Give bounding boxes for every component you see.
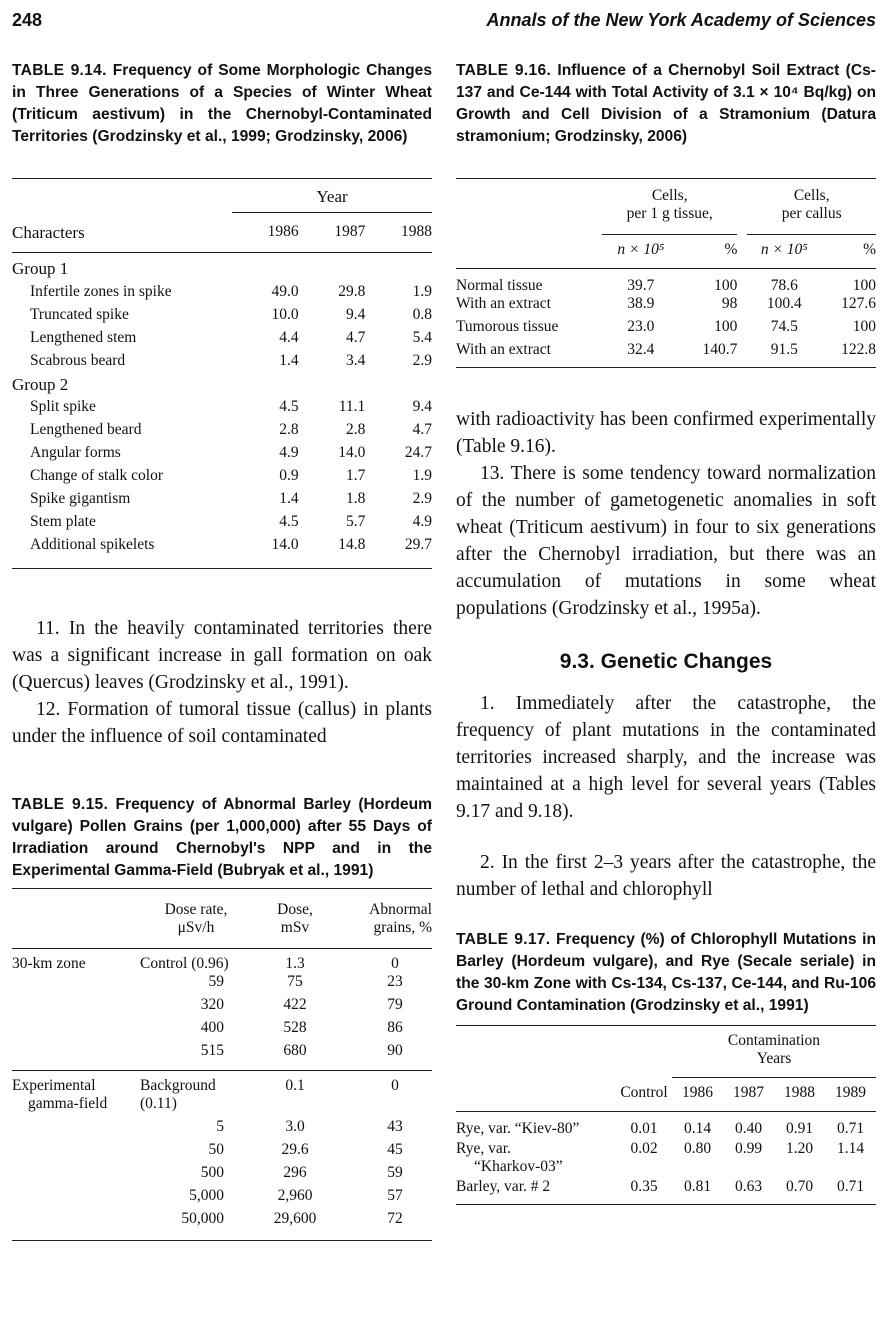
abnormal-cell: 59: [387, 1164, 403, 1181]
row-label: Angular forms: [30, 444, 121, 461]
row-label: Stem plate: [30, 513, 96, 530]
year-col: 1986: [672, 1078, 723, 1112]
value-cell: 32.4: [627, 341, 655, 358]
table-row: [12, 1019, 432, 1042]
dose-cell: 680: [283, 1042, 307, 1059]
dose-cell: 75: [287, 973, 303, 990]
dose-rate-unit: μSv/h: [177, 919, 215, 936]
year-col: 1987: [723, 1078, 774, 1112]
value-cell: 39.7: [627, 277, 655, 294]
paragraph: 2. In the first 2–3 years after the catastrophe, the number of lethal and chlorophyll: [456, 852, 876, 900]
dose-rate-cell: 320: [200, 996, 224, 1013]
cells-unit: per callus: [781, 205, 842, 222]
spacer-cell: [737, 269, 747, 296]
value-cell: 9.4: [345, 306, 366, 323]
table-row: [456, 1176, 876, 1205]
control-header: Control: [620, 1083, 668, 1101]
value-cell: 0.91: [785, 1120, 814, 1137]
table-row: [12, 973, 432, 996]
value-cell: 78.6: [770, 277, 798, 294]
group-label: [12, 1019, 140, 1042]
dose-rate-cell: 515: [200, 1042, 224, 1059]
table-row: [456, 1138, 876, 1176]
year-col: 1988: [365, 213, 432, 253]
caption-label: TABLE 9.14.: [12, 62, 107, 79]
value-cell: 140.7: [702, 341, 738, 358]
paragraph: 11. In the heavily contaminated territories there was a significant increase in gall formation on oak (Quercus) leaves (Grodzinsky et al., 1991).: [12, 618, 432, 693]
value-cell: 0.40: [734, 1120, 763, 1137]
abnormal-cell: 0: [391, 955, 399, 972]
value-cell: 29.8: [338, 283, 366, 300]
value-cell: 0.14: [683, 1120, 712, 1137]
group-label: 30-km zone: [12, 955, 86, 972]
abnormal-cell: 79: [387, 996, 403, 1013]
spacer-cell: [737, 318, 747, 341]
abnormal-cell: 45: [387, 1141, 403, 1158]
abnormal-cell: 86: [387, 1019, 403, 1036]
dose-rate-cell: Control (0.96): [140, 955, 229, 972]
table-row: [12, 444, 432, 467]
table-row: [456, 1112, 876, 1139]
table-row: [12, 536, 432, 569]
group-label: [12, 996, 140, 1019]
table-row: [12, 1187, 432, 1210]
section-heading: 9.3. Genetic Changes: [559, 650, 773, 673]
value-cell: 38.9: [627, 295, 655, 312]
value-cell: 100: [714, 277, 738, 294]
row-label: [456, 1176, 616, 1205]
background-label: Background: [140, 1077, 216, 1094]
row-label: Scabrous beard: [30, 352, 126, 369]
table-row: [12, 1042, 432, 1071]
group-label: [12, 1042, 140, 1071]
value-cell: 0.8: [412, 306, 432, 323]
row-label: Normal tissue: [456, 277, 543, 294]
n-header: n × 10⁵: [602, 235, 680, 269]
table-9-15: [12, 888, 432, 1241]
years-header: Years: [756, 1050, 792, 1067]
group-label: [12, 973, 140, 996]
table-row: [456, 269, 876, 296]
year-col: 1986: [232, 213, 299, 253]
value-cell: 100: [852, 318, 876, 335]
table-row: [12, 996, 432, 1019]
value-cell: 4.5: [279, 513, 299, 530]
value-cell: 0.80: [683, 1140, 712, 1157]
table-row: [12, 1210, 432, 1241]
value-cell: 0.81: [683, 1178, 712, 1195]
table-9-16-caption: [456, 60, 876, 156]
value-cell: 4.7: [345, 329, 366, 346]
paragraph: 1. Immediately after the catastrophe, the frequency of plant mutations in the contaminated territories increased sharply, and the increase was maintained at a high level for several years (Tables 9.17 and 9.18).: [456, 693, 876, 822]
value-cell: 0.71: [836, 1120, 865, 1137]
year-col: 1988: [774, 1078, 825, 1112]
table-row: [456, 318, 876, 341]
value-cell: 91.5: [770, 341, 798, 358]
table-9-16: [456, 178, 876, 368]
dose-cell: 2,960: [277, 1187, 313, 1204]
table-9-17: [456, 1025, 876, 1205]
year-header: Year: [316, 187, 348, 206]
year-col: 1989: [825, 1078, 876, 1112]
caption-label: TABLE 9.15.: [12, 796, 109, 813]
dose-unit: mSv: [280, 919, 310, 936]
row-label: Spike gigantism: [30, 490, 131, 507]
value-cell: 4.7: [412, 421, 432, 438]
value-cell: 122.8: [841, 341, 876, 358]
spacer-cell: [737, 341, 747, 368]
dose-rate-cell: 50,000: [181, 1210, 224, 1227]
abnormal-cell: 57: [387, 1187, 403, 1204]
group-label: [12, 1164, 140, 1187]
abnormal-cell: 43: [387, 1118, 403, 1135]
value-cell: 2.8: [279, 421, 299, 438]
value-cell: 24.7: [404, 444, 432, 461]
value-cell: 1.20: [785, 1140, 814, 1157]
table-row: [12, 949, 432, 974]
dose-rate-cell: 500: [200, 1164, 224, 1181]
group-label: [12, 1118, 140, 1141]
row-label: Tumorous tissue: [456, 318, 559, 335]
value-cell: 0.9: [279, 467, 299, 484]
caption-text: Frequency (%) of Chlorophyll Mutations in Barley (Hordeum vulgare), and Rye (Secale seriale) in the 30-km Zone with Cs-134, Cs-137, Ce-144, and Ru-106 Ground Contamination (Grodzinsky et al., 1991): [456, 931, 876, 1014]
value-cell: 1.14: [836, 1140, 865, 1157]
value-cell: 10.0: [271, 306, 299, 323]
group-label: Group 2: [12, 375, 69, 394]
dose-header: Dose,: [277, 901, 313, 918]
body-text-left: [12, 615, 432, 750]
table-row: [12, 398, 432, 421]
value-cell: 1.9: [412, 467, 432, 484]
paragraph: 12. Formation of tumoral tissue (callus) in plants under the influence of soil contaminated: [12, 699, 432, 747]
abnormal-cell: 0: [391, 1077, 399, 1094]
table-row: [12, 329, 432, 352]
dose-rate-cell: 59: [208, 973, 224, 990]
abnormal-unit: grains, %: [373, 919, 432, 936]
caption-text: Influence of a Chernobyl Soil Extract (Cs-137 and Ce-144 with Total Activity of 3.1 × 10⁴ Bq/kg) on Growth and Cell Division of a Stramonium (Datura stramonium; Grodzinsky, 2006): [456, 62, 876, 145]
value-cell: 0.63: [734, 1178, 763, 1195]
paragraph: 13. There is some tendency toward normalization of the number of gametogenetic anomalies in soft wheat (Triticum aestivum) in four to six generations after the Chernobyl irradiation, but there was an accumulation of mutations in some wheat populations (Grodzinsky et al., 1995a).: [456, 463, 876, 619]
background-value: (0.11): [140, 1095, 177, 1112]
row-label: Lengthened beard: [30, 421, 142, 438]
row-label: Change of stalk color: [30, 467, 164, 484]
dose-cell: 0.1: [285, 1077, 305, 1094]
value-cell: 29.7: [404, 536, 432, 553]
row-label: Lengthened stem: [30, 329, 137, 346]
dose-cell: 1.3: [285, 955, 305, 972]
table-9-17-caption: [456, 929, 876, 1017]
value-cell: 0.99: [734, 1140, 763, 1157]
table-row: [456, 295, 876, 318]
table-row: [12, 1118, 432, 1141]
contamination-header: Contamination: [727, 1032, 821, 1049]
table-row: [12, 283, 432, 306]
value-cell: 100: [714, 318, 738, 335]
group-label: [12, 1210, 140, 1241]
value-cell: 11.1: [338, 398, 366, 415]
group-label: Experimental: [12, 1077, 96, 1094]
dose-cell: 29.6: [281, 1141, 309, 1158]
caption-label: TABLE 9.17.: [456, 931, 551, 948]
abnormal-cell: 90: [387, 1042, 403, 1059]
value-cell: 0.35: [630, 1178, 658, 1195]
value-cell: 1.8: [345, 490, 366, 507]
value-cell: 14.8: [338, 536, 366, 553]
value-cell: 0.01: [630, 1120, 658, 1137]
body-text-right-2: [456, 690, 876, 903]
table-row: [12, 421, 432, 444]
row-label: Truncated spike: [30, 306, 129, 323]
row-label: Infertile zones in spike: [30, 283, 172, 300]
dose-rate-cell: 50: [208, 1141, 224, 1158]
right-column: [456, 60, 876, 1205]
value-cell: 1.4: [279, 352, 299, 369]
value-cell: 14.0: [338, 444, 366, 461]
value-cell: 5.4: [412, 329, 432, 346]
group-label: [12, 1141, 140, 1164]
value-cell: 1.4: [279, 490, 299, 507]
value-cell: 23.0: [627, 318, 655, 335]
row-label-line: Rye, var. “Kiev-80”: [456, 1120, 580, 1137]
dose-cell: 296: [283, 1164, 307, 1181]
table-9-14: [12, 178, 432, 569]
group-label: Group 1: [12, 259, 69, 278]
row-label: Split spike: [30, 398, 96, 415]
value-cell: 4.9: [279, 444, 299, 461]
value-cell: 0.70: [785, 1178, 814, 1195]
value-cell: 2.8: [345, 421, 366, 438]
row-label-line: “Kharkov-03”: [474, 1158, 563, 1175]
value-cell: 100.4: [766, 295, 802, 312]
row-label: [456, 1138, 616, 1176]
value-cell: 4.4: [279, 329, 299, 346]
table-9-15-caption: [12, 794, 432, 882]
dose-cell: 422: [283, 996, 307, 1013]
group-label: [12, 1187, 140, 1210]
caption-text: Frequency of Abnormal Barley (Hordeum vulgare) Pollen Grains (per 1,000,000) after 55 Days of Irradiation around Chernobyl's NPP and in the Experimental Gamma-Field (Bubryak et al., 1991): [12, 796, 432, 879]
table-row: [12, 467, 432, 490]
page-number: 248: [12, 10, 43, 30]
body-text-right: [456, 406, 876, 622]
value-cell: 5.7: [345, 513, 366, 530]
left-column: [12, 60, 432, 1241]
value-cell: 74.5: [770, 318, 798, 335]
dose-rate-header: Dose rate,: [164, 901, 228, 918]
cells-header: Cells,: [793, 187, 830, 204]
dose-rate-cell: 400: [200, 1019, 224, 1036]
value-cell: 2.9: [412, 352, 432, 369]
abnormal-cell: 72: [387, 1210, 403, 1227]
cells-header: Cells,: [651, 187, 688, 204]
row-label-line: Rye, var.: [456, 1140, 511, 1157]
pct-header: %: [821, 235, 876, 269]
pct-header: %: [680, 235, 738, 269]
abnormal-cell: 23: [387, 973, 403, 990]
table-row: [12, 513, 432, 536]
value-cell: 2.9: [412, 490, 432, 507]
caption-label: TABLE 9.16.: [456, 62, 552, 79]
row-label-line: Barley, var. # 2: [456, 1178, 551, 1195]
row-label: [456, 1112, 616, 1139]
dose-cell: 29,600: [273, 1210, 317, 1227]
value-cell: 49.0: [271, 283, 299, 300]
caption-text: Frequency of Some Morphologic Changes in Three Generations of a Species of Winter Wheat (Triticum aestivum) in the Chernobyl-Contaminated Territories (Grodzinsky et al., 1999; Grodzinsky, 2006): [12, 62, 432, 145]
value-cell: 0.02: [630, 1140, 658, 1157]
value-cell: 9.4: [412, 398, 432, 415]
table-9-14-caption: [12, 60, 432, 176]
table-row: [12, 1141, 432, 1164]
table-row: [12, 352, 432, 375]
running-header: [12, 10, 876, 36]
dose-rate-cell: 5,000: [189, 1187, 224, 1204]
group-label: gamma-field: [28, 1095, 108, 1112]
dose-cell: 528: [283, 1019, 307, 1036]
table-row: [12, 490, 432, 513]
paragraph: with radioactivity has been confirmed experimentally (Table 9.16).: [456, 409, 876, 457]
spacer-cell: [737, 295, 747, 318]
year-col: 1987: [299, 213, 366, 253]
value-cell: 1.9: [412, 283, 432, 300]
value-cell: 1.7: [345, 467, 366, 484]
value-cell: 98: [721, 295, 738, 312]
dose-cell: 3.0: [285, 1118, 305, 1135]
value-cell: 14.0: [271, 536, 299, 553]
value-cell: 0.71: [836, 1178, 865, 1195]
table-row: [456, 341, 876, 368]
journal-title: Annals of the New York Academy of Sciences: [486, 10, 876, 30]
table-row: [12, 306, 432, 329]
value-cell: 4.9: [412, 513, 432, 530]
value-cell: 127.6: [841, 295, 876, 312]
dose-rate-cell: 5: [216, 1118, 224, 1135]
characters-header: Characters: [12, 222, 85, 242]
n-header: n × 10⁵: [747, 235, 821, 269]
cells-unit: per 1 g tissue,: [626, 205, 713, 222]
row-label: Additional spikelets: [30, 536, 155, 553]
value-cell: 100: [852, 277, 876, 294]
abnormal-header: Abnormal: [369, 901, 432, 918]
row-label: With an extract: [456, 295, 551, 312]
value-cell: 3.4: [345, 352, 366, 369]
value-cell: 4.5: [279, 398, 299, 415]
table-row: [12, 1164, 432, 1187]
row-label: With an extract: [456, 341, 551, 358]
